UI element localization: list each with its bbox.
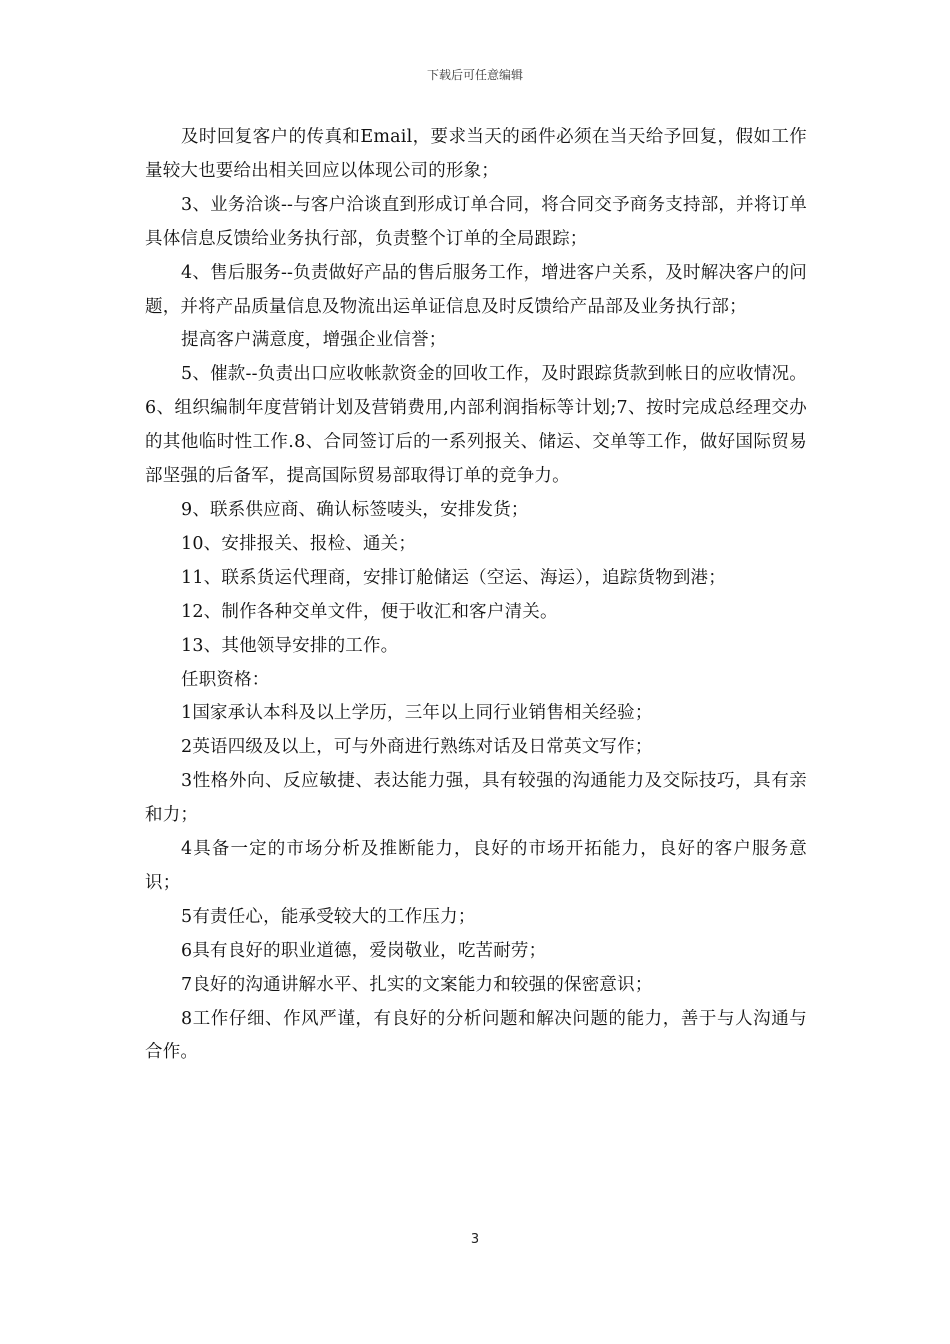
- qualification-english: 2英语四级及以上，可与外商进行熟练对话及日常英文写作；: [181, 737, 653, 758]
- page-number: 3: [470, 1232, 480, 1247]
- qualification-diligence: 8工作仔细、作风严谨，有良好的分析问题和解决问题的能力，善于与人沟通与合作。: [145, 1008, 807, 1063]
- paragraph-collection: 5、催款--负责出口应收帐款资金的回收工作，及时跟踪货款到帐日的应收情况。6、组织编制年度营销计划及营销费用,内部利润指标等计划;7、按时完成总经理交办的其他临时性工作.8、合同签订后的一系列报关、储运、交单等工作，做好国际贸易部坚强的后备军，提高国际贸易部取得订单的竞争力。: [145, 364, 807, 487]
- qualification-responsibility: 5有责任心，能承受较大的工作压力；: [181, 906, 476, 927]
- paragraph-suppliers: 9、联系供应商、确认标签唛头，安排发货；: [181, 499, 529, 520]
- paragraph-freight: 11、联系货运代理商，安排订舱储运（空运、海运），追踪货物到港；: [181, 567, 726, 588]
- paragraph-after-sales: 4、售后服务--负责做好产品的售后服务工作，增进客户关系，及时解决客户的问题，并将产品质量信息及物流出运单证信息及时反馈给产品部及业务执行部；: [145, 262, 807, 317]
- qualifications-heading: 任职资格：: [181, 669, 270, 690]
- paragraph-business-negotiation: 3、业务洽谈--与客户洽谈直到形成订单合同，将合同交予商务支持部，并将订单具体信息反馈给业务执行部，负责整个订单的全局跟踪；: [145, 194, 807, 249]
- paragraph-customs: 10、安排报关、报检、通关；: [181, 533, 417, 554]
- qualification-market-analysis: 4具备一定的市场分析及推断能力，良好的市场开拓能力，良好的客户服务意识；: [145, 839, 807, 893]
- document-body: [145, 121, 807, 1070]
- paragraph-documents: 12、制作各种交单文件，便于收汇和客户清关。: [181, 601, 558, 622]
- paragraph-satisfaction: 提高客户满意度，增强企业信誉；: [181, 330, 447, 351]
- qualification-ethics: 6具有良好的职业道德，爱岗敬业，吃苦耐劳；: [181, 940, 547, 961]
- qualification-education: 1国家承认本科及以上学历，三年以上同行业销售相关经验；: [181, 703, 653, 724]
- qualification-personality: 3性格外向、反应敏捷、表达能力强，具有较强的沟通能力及交际技巧，具有亲和力；: [145, 771, 807, 826]
- paragraph-other-work: 13、其他领导安排的工作。: [181, 635, 399, 656]
- qualification-communication: 7良好的沟通讲解水平、扎实的文案能力和较强的保密意识；: [181, 974, 653, 995]
- paragraph-reply-clients: 及时回复客户的传真和Email，要求当天的函件必须在当天给予回复，假如工作量较大也要给出相关回应以体现公司的形象；: [145, 127, 807, 181]
- header-note: 下载后可任意编辑: [426, 68, 523, 82]
